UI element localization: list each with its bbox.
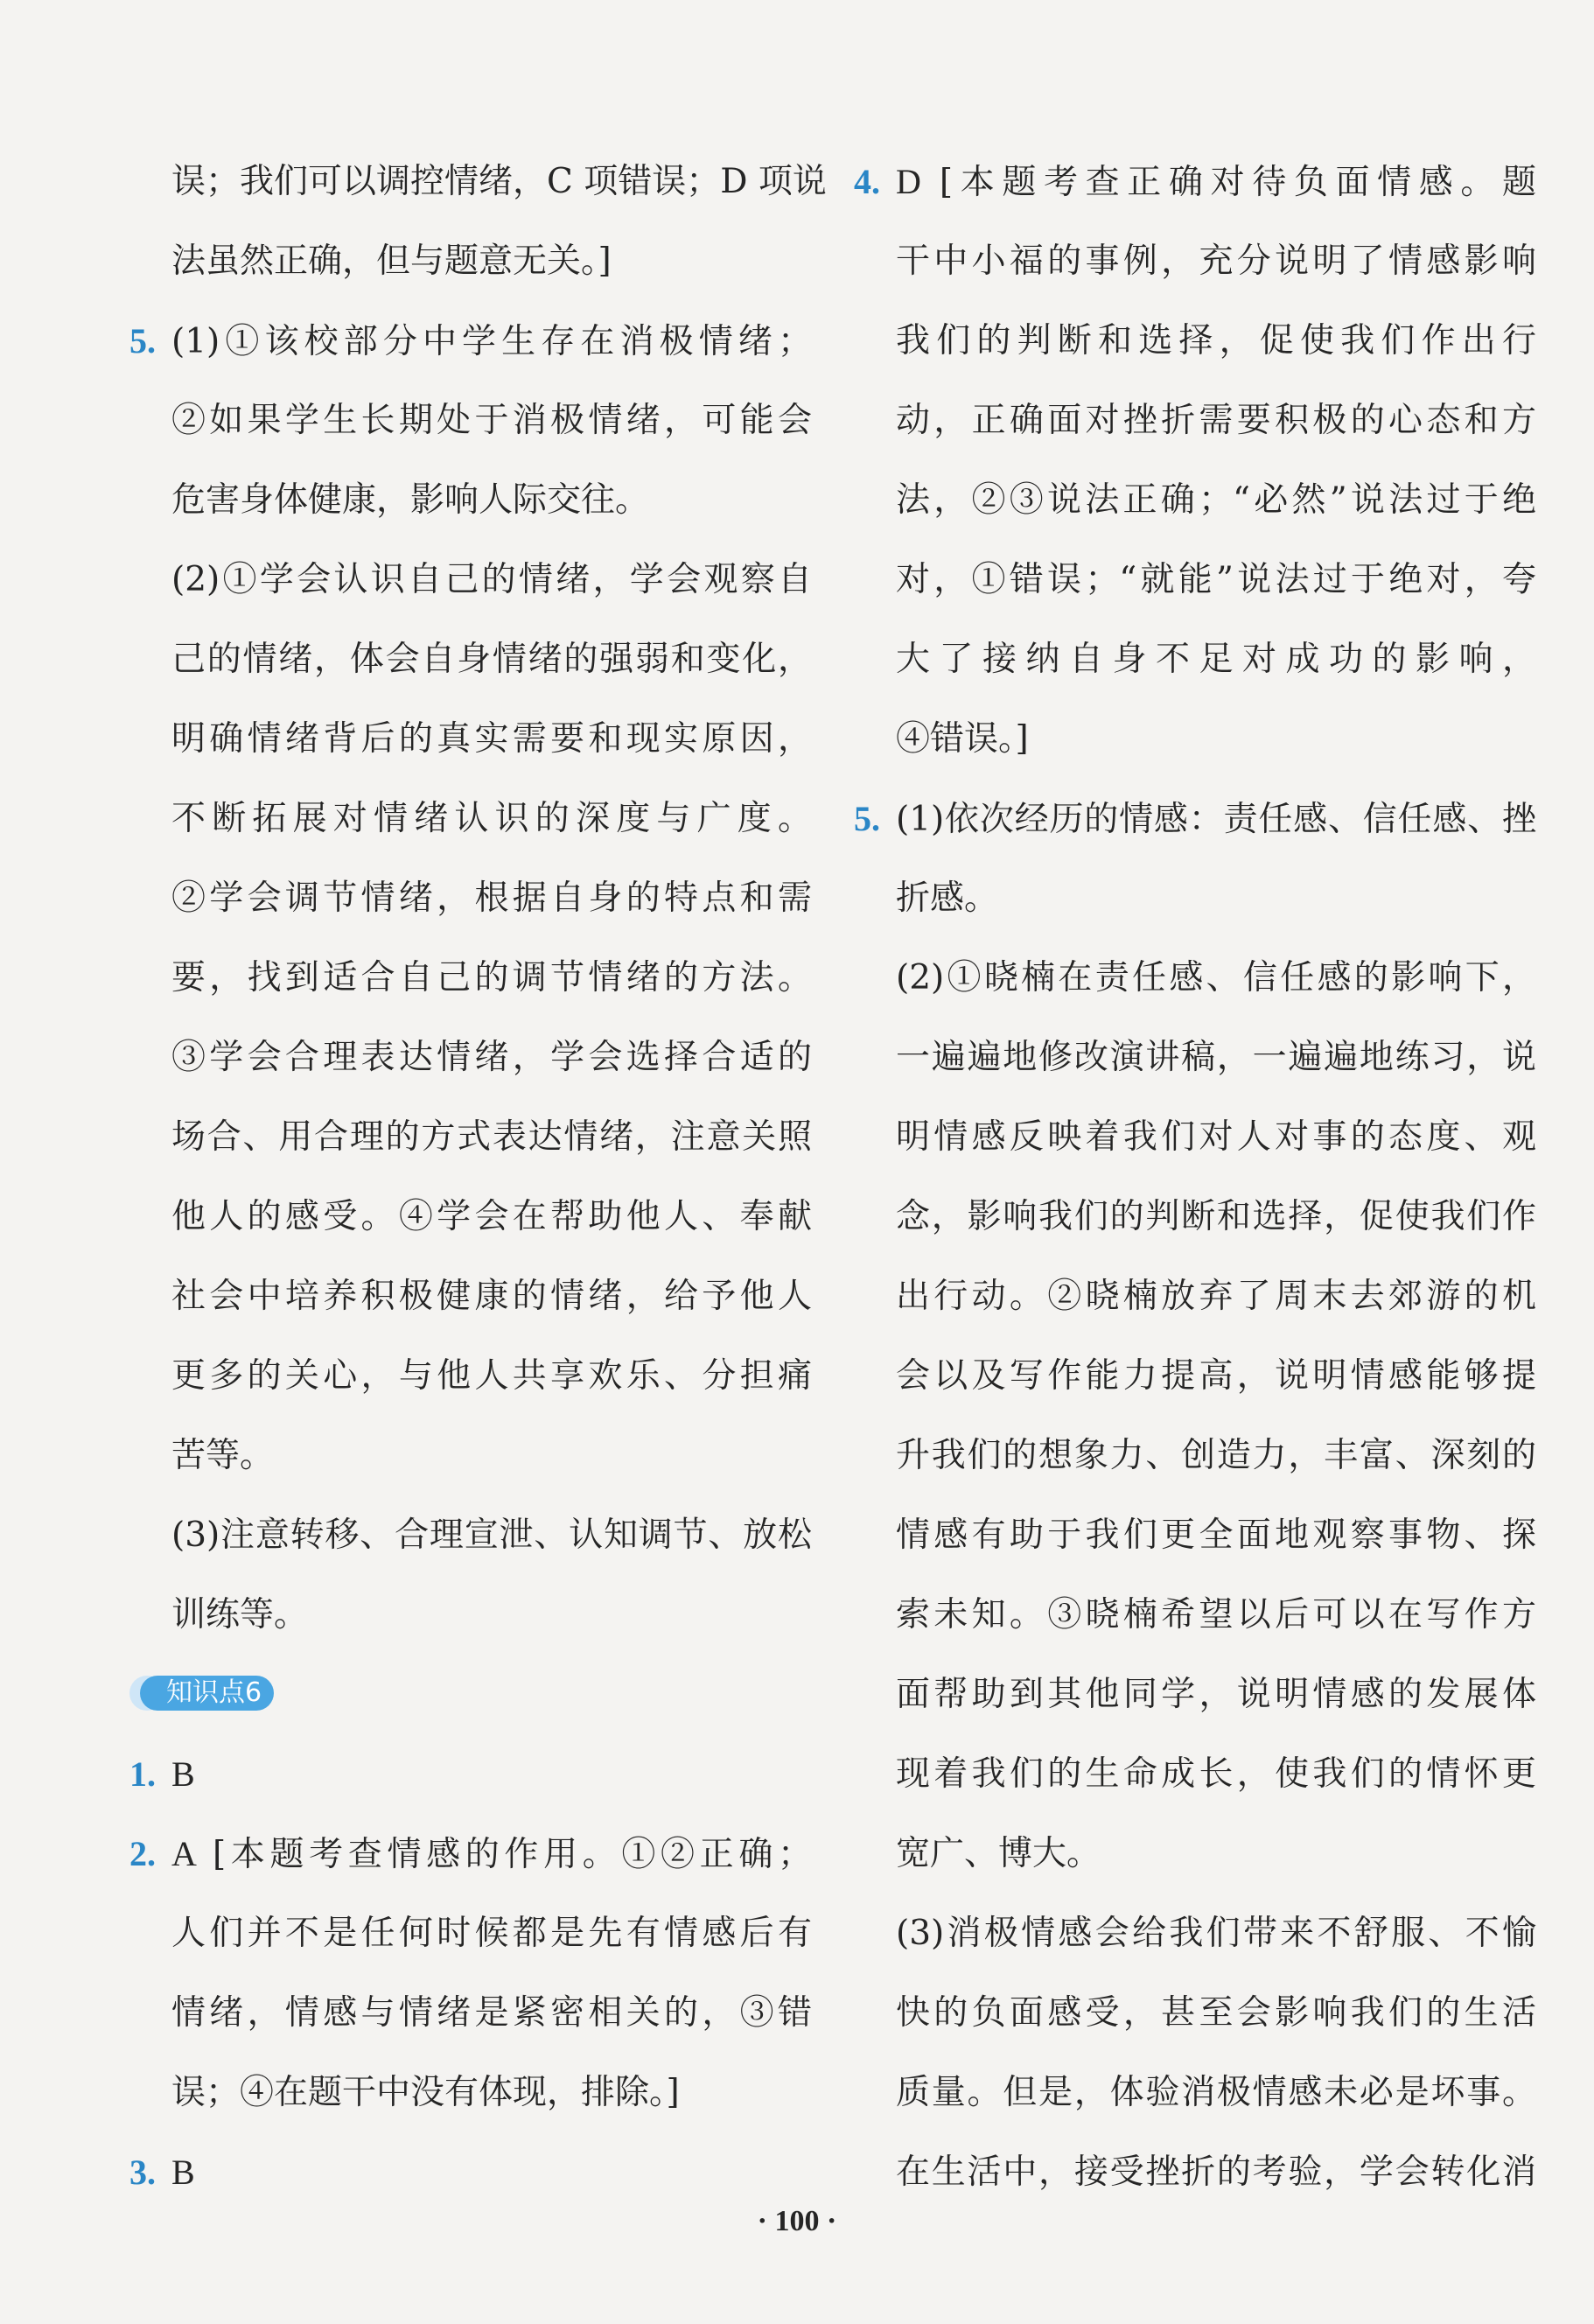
- text-line: 折感。: [896, 878, 999, 918]
- text-line: 不断拓展对情绪认识的深度与广度。: [171, 799, 812, 838]
- text-line: (3)消极情感会给我们带来不舒服、不愉: [896, 1914, 1536, 1953]
- text-line: 动，正确面对挫折需要积极的心态和方: [896, 401, 1536, 440]
- text-line: (2)①晓楠在责任感、信任感的影响下，: [896, 958, 1536, 998]
- question-5-answer: [129, 306, 812, 1660]
- text-line: 苦等。: [171, 1436, 275, 1475]
- text-line: 快的负面感受，甚至会影响我们的生活: [896, 1993, 1536, 2033]
- text-line: 出行动。②晓楠放弃了周末去郊游的机: [896, 1277, 1536, 1316]
- text-line: ②如果学生长期处于消极情绪，可能会: [171, 401, 812, 440]
- answer-choice: D: [896, 162, 921, 201]
- text-line: 法，②③说法正确；“必然”说法过于绝: [896, 480, 1536, 520]
- text-line: 大了接纳自身不足对成功的影响，: [896, 640, 1536, 679]
- text-line: ④错误。]: [896, 719, 1029, 759]
- question-number: 1.: [129, 1754, 156, 1794]
- text-line: 我们的判断和选择，促使我们作出行: [896, 321, 1536, 360]
- text-line: ②学会调节情绪，根据自身的特点和需: [171, 878, 812, 918]
- text-line: 更多的关心，与他人共享欢乐、分担痛: [171, 1356, 812, 1396]
- question-5-answer-right: [854, 784, 1536, 2217]
- text-line: (2)①学会认识自己的情绪，学会观察自: [171, 560, 812, 599]
- question-number: 5.: [854, 799, 880, 838]
- page-number: · 100 ·: [757, 2205, 837, 2237]
- text-line: 宽广、博大。: [896, 1834, 1101, 1873]
- explanation-text: [本题考查正确对待负面情感。题: [939, 163, 1536, 202]
- text-line: 升我们的想象力、创造力，丰富、深刻的: [896, 1436, 1536, 1475]
- question-1-answer: [129, 1740, 812, 1819]
- left-column: [129, 147, 827, 2217]
- text-line: 危害身体健康，影响人际交往。: [171, 480, 650, 520]
- text-line: 干中小福的事例，充分说明了情感影响: [896, 242, 1536, 281]
- question-2-answer: [129, 1819, 812, 2138]
- text-line: 要，找到适合自己的调节情绪的方法。: [171, 958, 812, 998]
- answer-choice: A: [171, 1834, 197, 1873]
- text-line: 明确情绪背后的真实需要和现实原因，: [171, 719, 812, 759]
- text-line: 法虽然正确，但与题意无关。]: [171, 242, 612, 281]
- answer-choice: B: [171, 1754, 195, 1794]
- text-line: 人们并不是任何时候都是先有情感后有: [171, 1914, 812, 1953]
- text-line: 念，影响我们的判断和选择，促使我们作: [896, 1197, 1536, 1236]
- continued-answer: [129, 147, 827, 306]
- text-line: 己的情绪，体会自身情绪的强弱和变化，: [171, 640, 812, 679]
- answer-choice: B: [171, 2152, 195, 2192]
- text-line: 训练等。: [171, 1595, 309, 1634]
- explanation-text: [本题考查情感的作用。①②正确；: [212, 1835, 812, 1874]
- text-line: 明情感反映着我们对人对事的态度、观: [896, 1117, 1536, 1157]
- text-line: 社会中培养积极健康的情绪，给予他人: [171, 1277, 812, 1316]
- question-4-answer: [854, 147, 1536, 784]
- text-line: 质量。但是，体验消极情感未必是坏事。: [896, 2073, 1536, 2112]
- right-column: [854, 147, 1536, 2217]
- text-line: 情感有助于我们更全面地观察事物、探: [896, 1516, 1536, 1555]
- question-number: 2.: [129, 1834, 156, 1873]
- text-line: 面帮助到其他同学，说明情感的发展体: [896, 1675, 1536, 1714]
- text-line: 在生活中，接受挫折的考验，学会转化消: [896, 2152, 1536, 2192]
- text-line: ③学会合理表达情绪，学会选择合适的: [171, 1038, 812, 1077]
- section-badge: 知识点6: [140, 1676, 274, 1711]
- text-line: 情绪，情感与情绪是紧密相关的，③错: [171, 1993, 812, 2033]
- text-line: (1)依次经历的情感：责任感、信任感、挫: [896, 800, 1536, 839]
- question-number: 4.: [854, 162, 880, 201]
- text-line: 场合、用合理的方式表达情绪，注意关照: [171, 1117, 812, 1157]
- text-line: 误；我们可以调控情绪，C 项错误；D 项说: [171, 162, 827, 201]
- text-line: (1)①该校部分中学生存在消极情绪；: [171, 322, 812, 361]
- text-line: (3)注意转移、合理宣泄、认知调节、放松: [171, 1516, 812, 1555]
- text-line: 会以及写作能力提高，说明情感能够提: [896, 1356, 1536, 1396]
- text-line: 对，①错误；“就能”说法过于绝对，夸: [896, 560, 1536, 599]
- text-line: 现着我们的生命成长，使我们的情怀更: [896, 1754, 1536, 1794]
- question-number: 5.: [129, 321, 156, 360]
- section-header: [129, 1660, 812, 1740]
- text-line: 他人的感受。④学会在帮助他人、奉献: [171, 1197, 812, 1236]
- text-line: 一遍遍地修改演讲稿，一遍遍地练习，说: [896, 1038, 1536, 1077]
- text-line: 索未知。③晓楠希望以后可以在写作方: [896, 1595, 1536, 1634]
- question-number: 3.: [129, 2152, 156, 2192]
- text-line: 误；④在题干中没有体现，排除。]: [171, 2073, 680, 2112]
